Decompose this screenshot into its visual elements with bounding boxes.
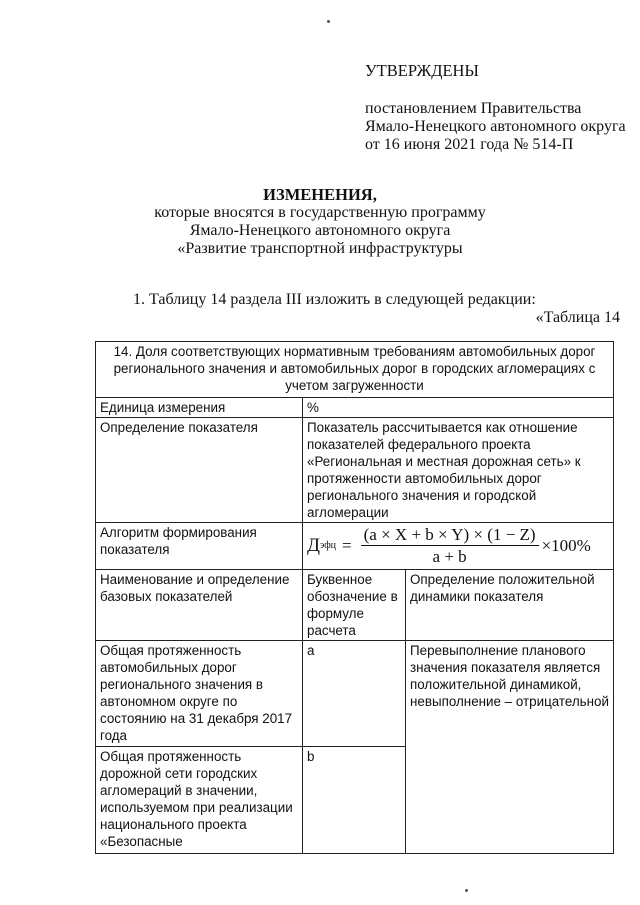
heading-line: которые вносятся в государственную программу <box>154 204 486 221</box>
formula-numerator: (a × X + b × Y) × (1 − Z) <box>361 526 539 546</box>
unit-value: % <box>303 398 614 418</box>
base-indicator-letter: a <box>303 641 406 747</box>
table-reference: «Таблица 14 <box>535 309 620 326</box>
approval-line: Ямало-Ненецкого автономного округа <box>365 118 626 135</box>
formula-lhs-subscript: эфц <box>319 540 337 551</box>
definition-value: Показатель рассчитывается как отношение показателей федерального проекта «Региональная и местная дорожная сеть» к протяженности автомобильных дорог регионального значения и городской агломерации <box>303 418 614 523</box>
formula-fraction <box>361 526 539 565</box>
intro-paragraph: 1. Таблицу 14 раздела III изложить в следующей редакции: <box>133 291 536 308</box>
indicator-table <box>95 341 614 854</box>
unit-label: Единица измерения <box>96 398 303 418</box>
approval-line: от 16 июня 2021 года № 514-П <box>365 136 574 153</box>
formula-tail: ×100% <box>541 536 591 555</box>
base-indicator-name: Общая протяженность автомобильных дорог регионального значения в автономном округе по состоянию на 31 декабря 2017 года <box>96 641 303 747</box>
formula-lhs: Д <box>307 535 320 556</box>
approval-title: УТВЕРЖДЕНЫ <box>365 61 479 80</box>
approval-line: постановлением Правительства <box>365 100 582 117</box>
base-indicator-letter: b <box>303 747 406 854</box>
formula <box>307 524 609 565</box>
definition-label: Определение показателя <box>96 418 303 523</box>
dynamics-definition: Перевыполнение планового значения показателя является положительной динамикой, невыполнение – отрицательной <box>406 641 614 854</box>
scan-speck <box>327 20 330 23</box>
algorithm-label: Алгоритм формирования показателя <box>96 523 303 570</box>
base-indicator-name: Общая протяженность дорожной сети городских агломераций в значении, используемом при реализации национального проекта «Безопасные <box>96 747 303 854</box>
formula-cell <box>303 523 614 570</box>
formula-denominator: a + b <box>432 547 467 566</box>
base-indicators-label: Наименование и определение базовых показателей <box>96 570 303 641</box>
heading-title: ИЗМЕНЕНИЯ, <box>263 185 377 204</box>
letter-label: Буквенное обозначение в формуле расчета <box>303 570 406 641</box>
heading-line: Ямало-Ненецкого автономного округа <box>189 222 451 239</box>
formula-equals: = <box>342 536 352 555</box>
dynamics-label: Определение положительной динамики показателя <box>406 570 614 641</box>
scan-speck <box>465 889 468 892</box>
approval-block <box>365 62 626 154</box>
document-heading <box>0 186 640 258</box>
heading-line: «Развитие транспортной инфраструктуры <box>177 240 463 257</box>
table-header: 14. Доля соответствующих нормативным требованиям автомобильных дорог регионального значения и автомобильных дорог в городских агломерациях с учетом загруженности <box>96 342 614 398</box>
